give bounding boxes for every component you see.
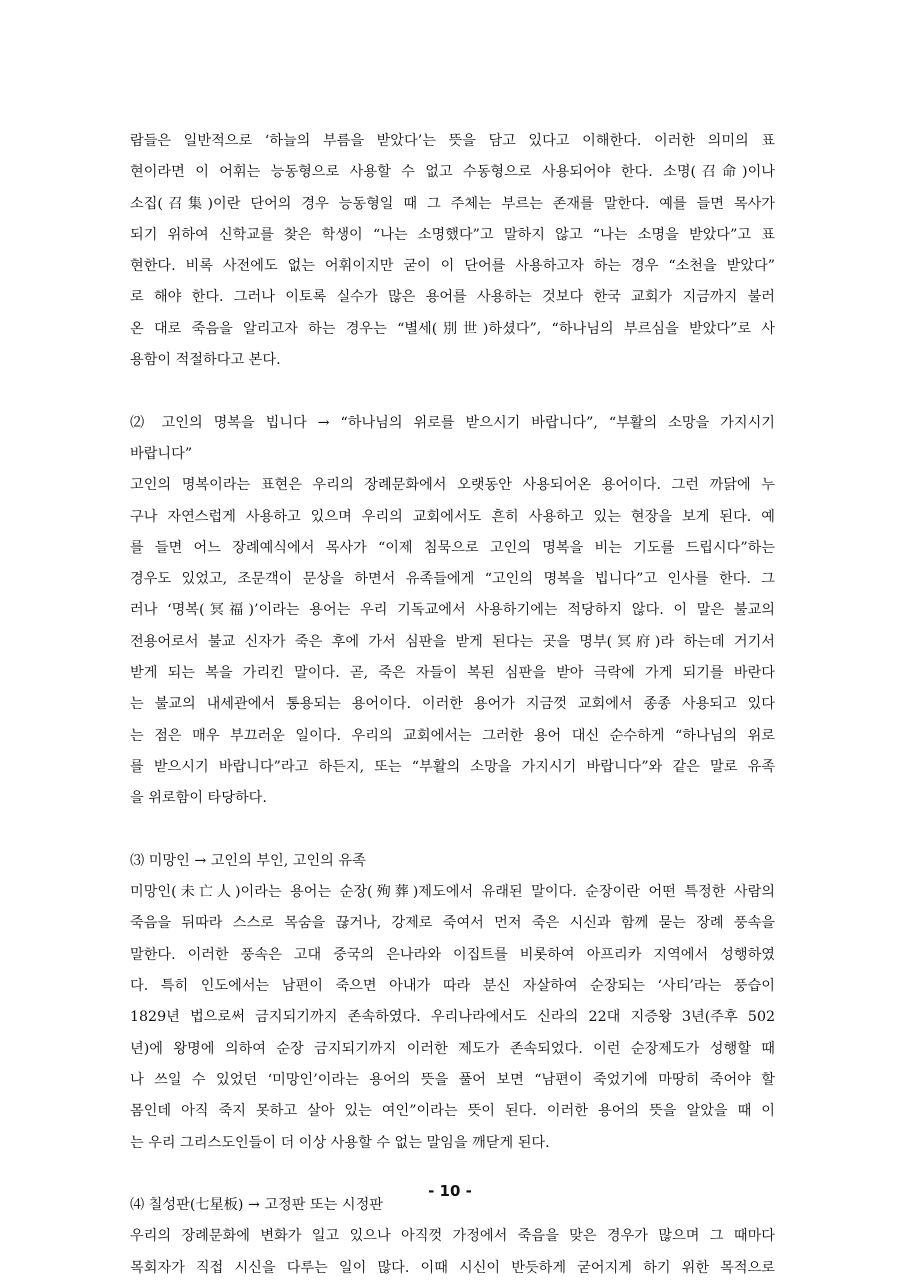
paragraph-intro [130, 126, 775, 376]
text-line: 온 대로 죽음을 알리고자 하는 경우는 “별세(別世)하셨다”, “하나님의 부르심을 받았다”로 사 [130, 320, 775, 337]
text-line: 전용어로서 불교 신자가 죽은 후에 가서 심판을 받게 된다는 곳을 명부(冥府)라 하는데 거기서 [130, 633, 775, 650]
paragraph-gap [130, 376, 775, 407]
section-heading: ⑶ 미망인 → 고인의 부인, 고인의 유족 [130, 852, 366, 869]
text-line: 받게 되는 복을 가리킨 말이다. 곧, 죽은 자들이 복된 심판을 받아 극락에 가게 되기를 바란다 [130, 665, 775, 682]
text-line: 말한다. 이러한 풍속은 고대 중국의 은나라와 이집트를 비롯하여 아프리카 지역에서 성행하였 [130, 946, 775, 963]
text-line: 몸인데 아직 죽지 못하고 살아 있는 여인”이라는 뜻이 된다. 이러한 용어의 뜻을 알았을 때 이 [130, 1103, 775, 1120]
text-line: 구나 자연스럽게 사용하고 있으며 우리의 교회에서도 흔히 사용하고 있는 현장을 보게 된다. 예 [130, 508, 775, 525]
text-line: 는 불교의 내세관에서 통용되는 용어이다. 이러한 용어가 지금껏 교회에서 종종 사용되고 있다 [130, 696, 775, 713]
text-line: 나 쓰일 수 있었던 ‘미망인’이라는 용어의 뜻을 풀어 보면 “남편이 죽었기에 마땅히 죽어야 할 [130, 1071, 775, 1088]
text-line: 미망인(未亡人)이라는 용어는 순장(殉葬)제도에서 유래된 말이다. 순장이란 어떤 특정한 사람의 [130, 884, 775, 901]
text-line: 년)에 왕명에 의하여 순장 금지되기까지 이러한 제도가 존속되었다. 이런 순장제도가 성행할 때 [130, 1040, 775, 1057]
section-heading: ⑵ 고인의 명복을 빕니다 → “하나님의 위로를 받으시기 바랍니다”, “부활의 소망을 가지시기 [130, 414, 775, 431]
section-4 [130, 1190, 775, 1284]
text-line: 는 우리 그리스도인들이 더 이상 사용할 수 없는 말임을 깨닫게 된다. [130, 1134, 550, 1151]
text-line: 목회자가 직접 시신을 다루는 일이 많다. 이때 시신이 반듯하게 굳어지게 하기 위한 목적으로 [130, 1259, 775, 1276]
text-line: 다. 특히 인도에서는 남편이 죽으면 아내가 따라 분신 자살하여 순장되는 ‘사티’라는 풍습이 [130, 978, 775, 995]
text-line: 죽음을 뒤따라 스스로 목숨을 끊거나, 강제로 죽여서 먼저 죽은 시신과 함께 묻는 장례 풍속을 [130, 915, 775, 932]
text-line: 로 해야 한다. 그러나 이토록 실수가 많은 용어를 사용하는 것보다 한국 교회가 지금까지 불러 [130, 289, 775, 306]
text-line: 1829년 법으로써 금지되기까지 존속하였다. 우리나라에서도 신라의 22대 지증왕 3년(주후 502 [130, 1009, 775, 1026]
paragraph-gap [130, 815, 775, 846]
text-line: 되기 위하여 신학교를 찾은 학생이 “나는 소명했다”고 말하지 않고 “나는 소명을 받았다”고 표 [130, 226, 775, 243]
page-number: - 10 - [428, 1182, 472, 1200]
text-line: 람들은 일반적으로 ‘하늘의 부름을 받았다’는 뜻을 담고 있다고 이해한다. 이러한 의미의 표 [130, 133, 775, 149]
text-line: 현한다. 비록 사전에도 없는 어휘이지만 굳이 이 단어를 사용하고자 하는 경우 “소천을 받았다” [130, 258, 775, 275]
section-3 [130, 846, 775, 1159]
text-line: 용함이 적절하다고 본다. [130, 352, 281, 369]
text-line: 고인의 명복이라는 표현은 우리의 장례문화에서 오랫동안 사용되어온 용어이다. 그런 까닭에 누 [130, 477, 775, 494]
text-line: 현이라면 이 어휘는 능동형으로 사용할 수 없고 수동형으로 사용되어야 한다. 소명(召命)이나 [130, 164, 775, 181]
section-heading-continued: 바랍니다” [130, 445, 193, 462]
section-2 [130, 408, 775, 815]
text-line: 는 점은 매우 부끄러운 일이다. 우리의 교회에서는 그러한 용어 대신 순수하게 “하나님의 위로 [130, 727, 775, 744]
text-line: 를 들면 어느 장례예식에서 목사가 “이제 침묵으로 고인의 명복을 비는 기도를 드립시다”하는 [130, 539, 775, 556]
document-body [130, 126, 775, 1284]
text-line: 를 받으시기 바랍니다”라고 하든지, 또는 “부활의 소망을 가지시기 바랍니다”와 같은 말로 유족 [130, 758, 775, 775]
text-line: 러나 ‘명복(冥福)’이라는 용어는 우리 기독교에서 사용하기에는 적당하지 않다. 이 말은 불교의 [130, 602, 775, 619]
text-line: 소집(召集)이란 단어의 경우 능동형일 때 그 주체는 부르는 존재를 말한다. 예를 들면 목사가 [130, 195, 775, 212]
text-line: 우리의 장례문화에 변화가 일고 있으나 아직껏 가정에서 죽음을 맞은 경우가 많으며 그 때마다 [130, 1228, 775, 1245]
section-heading: ⑷ 칠성판(七星板) → 고정판 또는 시정판 [130, 1197, 384, 1214]
text-line: 을 위로함이 타당하다. [130, 790, 267, 807]
text-line: 경우도 있었고, 조문객이 문상을 하면서 유족들에게 “고인의 명복을 빕니다”고 인사를 한다. 그 [130, 571, 775, 588]
